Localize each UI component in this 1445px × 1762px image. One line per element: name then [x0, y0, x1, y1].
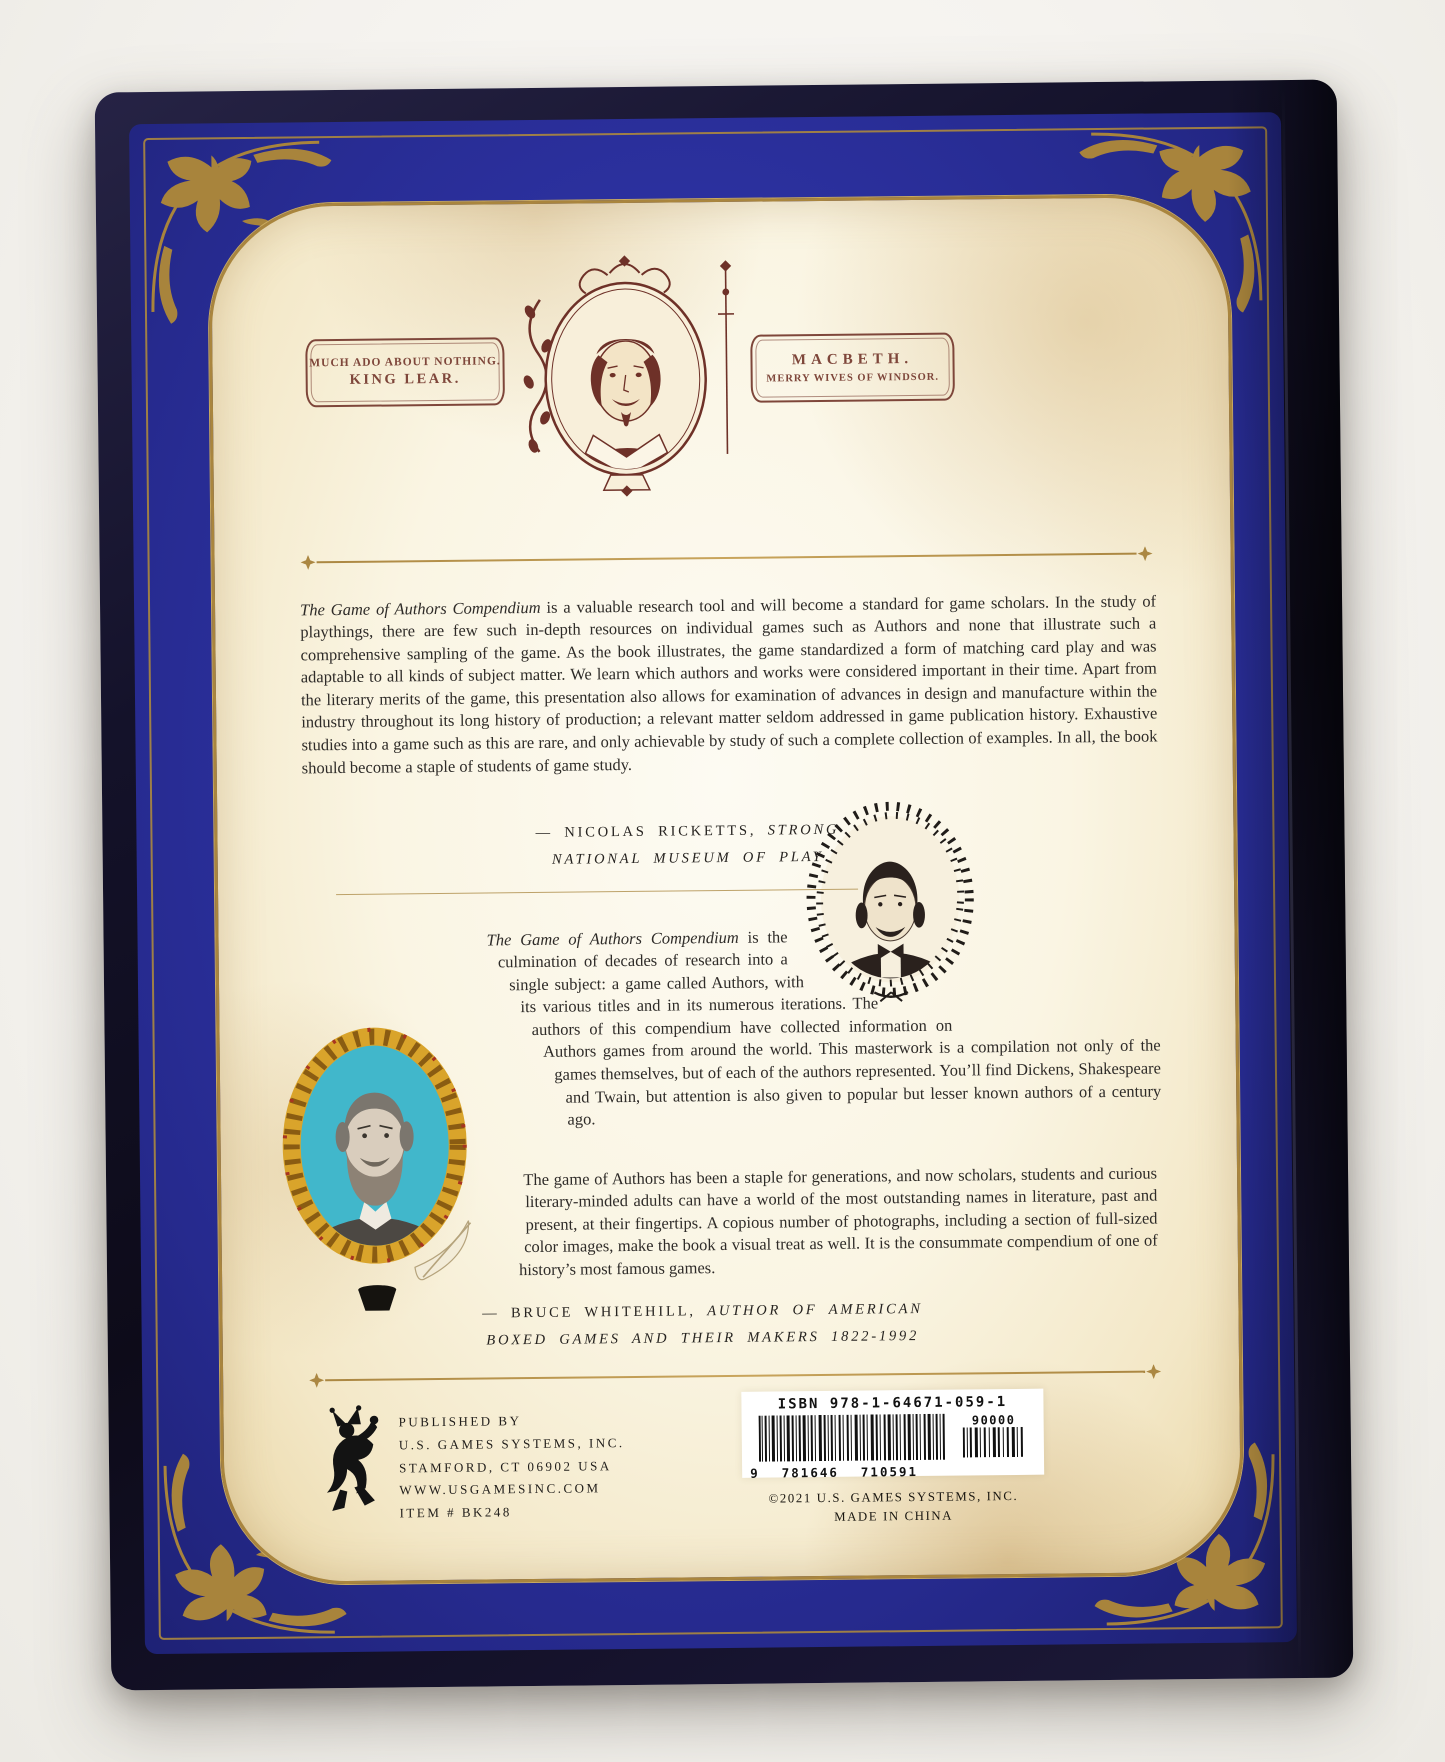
publisher-line: PUBLISHED BY: [398, 1413, 522, 1430]
book-back-cover: [95, 80, 1354, 1691]
publisher-info: [398, 1408, 729, 1525]
banner-left-line1: MUCH ADO ABOUT NOTHING.: [309, 355, 501, 370]
jester-logo-icon: [311, 1404, 384, 1517]
shakespeare-portrait-illustration: [459, 247, 792, 498]
publisher-line: U.S. GAMES SYSTEMS, INC.: [398, 1434, 625, 1453]
review-attribution: — NICOLAS RICKETTS, STRONG NATIONAL MUSEUM OF PLAY: [535, 821, 840, 868]
banner-right-line2: MERRY WIVES OF WINDSOR.: [766, 371, 940, 385]
divider-thin: [336, 889, 858, 895]
publisher-line: STAMFORD, CT 06902 USA: [399, 1457, 612, 1476]
publisher-line: ITEM # BK248: [399, 1504, 512, 1521]
banner-right: [750, 333, 955, 403]
isbn-label: ISBN 978-1-64671-059-1: [777, 1394, 1008, 1413]
diamond-ornament-icon: [309, 1373, 324, 1388]
copyright-imprint: ©2021 U.S. GAMES SYSTEMS, INC. MADE IN CHINA: [768, 1488, 1019, 1524]
barcode-digits: 9 781646 710591: [750, 1464, 919, 1481]
dickens-portrait-illustration: [269, 1005, 484, 1321]
divider-top: [300, 545, 1154, 570]
cream-panel: [208, 194, 1244, 1586]
book-title-italic: The Game of Authors Compendium: [299, 597, 541, 619]
banner-left-line2: KING LEAR.: [349, 370, 461, 388]
price-code: 90000: [971, 1412, 1016, 1428]
diamond-ornament-icon: [301, 555, 316, 570]
banner-right-line1: MACBETH.: [791, 350, 914, 369]
barcode-block: [741, 1389, 1044, 1481]
description-paragraph-1: The Game of Authors Compendium is the culmination of decades of research into a single subject: a game called Authors, with its various titles and in its numerous iterations. The authors of this compendium have collected information on Authors games from around the world. This masterwork is a compilation not only of the games themselves, but of each of the authors represented. You’ll find Dickens, Shakespeare and Twain, but attention is also given to popular but lesser known authors of a century ago.: [486, 926, 1162, 1129]
barcode-addon-graphic: [963, 1427, 1025, 1458]
barcode-graphic: [759, 1414, 949, 1464]
diamond-ornament-icon: [1146, 1364, 1161, 1379]
book-title-italic: The Game of Authors Compendium: [486, 927, 739, 949]
divider-bottom: [308, 1363, 1162, 1388]
description-attribution: — BRUCE WHITEHILL, AUTHOR OF AMERICAN BOXED GAMES AND THEIR MAKERS 1822-1992: [482, 1300, 923, 1349]
banner-left: [305, 337, 505, 407]
publisher-line: WWW.USGAMESINC.COM: [399, 1480, 601, 1498]
diamond-ornament-icon: [1137, 546, 1152, 561]
description-paragraph-2: The game of Authors has been a staple for generations, and now scholars, students and curious literary-minded adults can have a world of the most outstanding names in literature, past and present, at their fingertips. A copious number of photographs, including a section of full-sized color images, make the book a visual treat as well. It is the consummate compendium of one of history’s most famous games.: [519, 1162, 1158, 1280]
review-paragraph: The Game of Authors Compendium is a valuable research tool and will become a standard for game scholars. In the study of playthings, there are few such in-depth resources on individual games such as Authors and none that illustrate such a comprehensive sampling of the game. As the book illustrates, the game standardized a form of matching card play and was adaptable to all kinds of subject matter. We learn which authors and works were considered important in their time. Apart from the literary merits of the game, this presentation also allows for examination of advances in design and manufacture within the industry throughout its long history of production; a relevant matter seldom addressed in game publication history. Exhaustive studies into a game such as this are rare, and only achievable by study of such a complete collection of examples. In all, the book should become a staple of students of game study.: [299, 590, 1158, 778]
